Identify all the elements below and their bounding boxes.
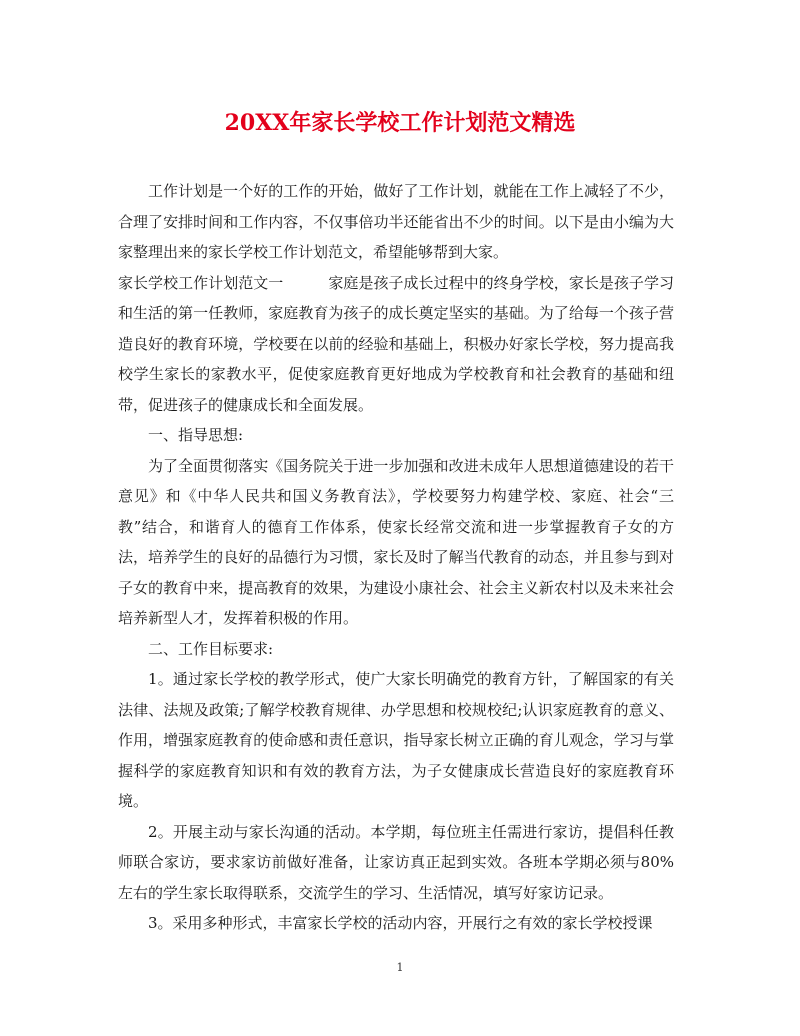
heading-work-goals: 二、工作目标要求: [148,639,274,658]
heading-guiding-ideology: 一、指导思想: [148,426,244,444]
paragraph-plan-one: 家长学校工作计划范文一 家庭是孩子成长过程中的终身学校，家长是孩子学习和生活的第一任教师，家庭教育为孩子的成长奠定坚实的基础。为了给每一个孩子营造良好的教育环境，学校要在以前的经验和基础上，积极办好家长学校，努力提高我校学生家长的家教水平，促使家庭教育更好地成为学校教育和社会教育的基础和纽带，促进孩子的健康成长和全面发展。 [118,273,674,414]
paragraph-guiding-ideology: 为了全面贯彻落实《国务院关于进一步加强和改进未成年人思想道德建设的若干意见》和《中华人民共和国义务教育法》，学校要努力构建学校、家庭、社会“三教”结合，和谐育人的德育工作体系，使家长经常交流和进一步掌握教育子女的方法，培养学生的良好的品德行为习惯，家长及时了解当代教育的动态，并且参与到对子女的教育中来，提高教育的效果，为建设小康社会、社会主义新农村以及未来社会培养新型人才，发挥着积极的作用。 [118,456,674,627]
document-title: 20XX年家长学校工作计划范文精选 [224,110,576,136]
paragraph-goal-3: 3。采用多种形式，丰富家长学校的活动内容，开展行之有效的家长学校授课 [148,914,653,932]
paragraph-intro: 工作计划是一个好的工作的开始，做好了工作计划，就能在工作上减轻了不少，合理了安排时间和工作内容，不仅事倍功半还能省出不少的时间。以下是由小编为大家整理出来的家长学校工作计划范文，希望能够帮到大家。 [118,182,674,261]
paragraph-goal-1: 1。通过家长学校的教学形式，使广大家长明确党的教育方针，了解国家的有关法律、法规及政策;了解学校教育规律、办学思想和校规校纪;认识家庭教育的意义、作用，增强家庭教育的使命感和责任意识，指导家长树立正确的育儿观念，学习与掌握科学的家庭教育知识和有效的教育方法，为子女健康成长营造良好的家庭教育环境。 [118,670,674,810]
paragraph-goal-2: 2。开展主动与家长沟通的活动。本学期，每位班主任需进行家访，提倡科任教师联合家访，要求家访前做好准备，让家访真正起到实效。各班本学期必须与80%左右的学生家长取得联系，交流学生的学习、生活情况，填写好家访记录。 [118,822,674,902]
document-body [118,176,674,939]
page-number: 1 [396,961,404,974]
